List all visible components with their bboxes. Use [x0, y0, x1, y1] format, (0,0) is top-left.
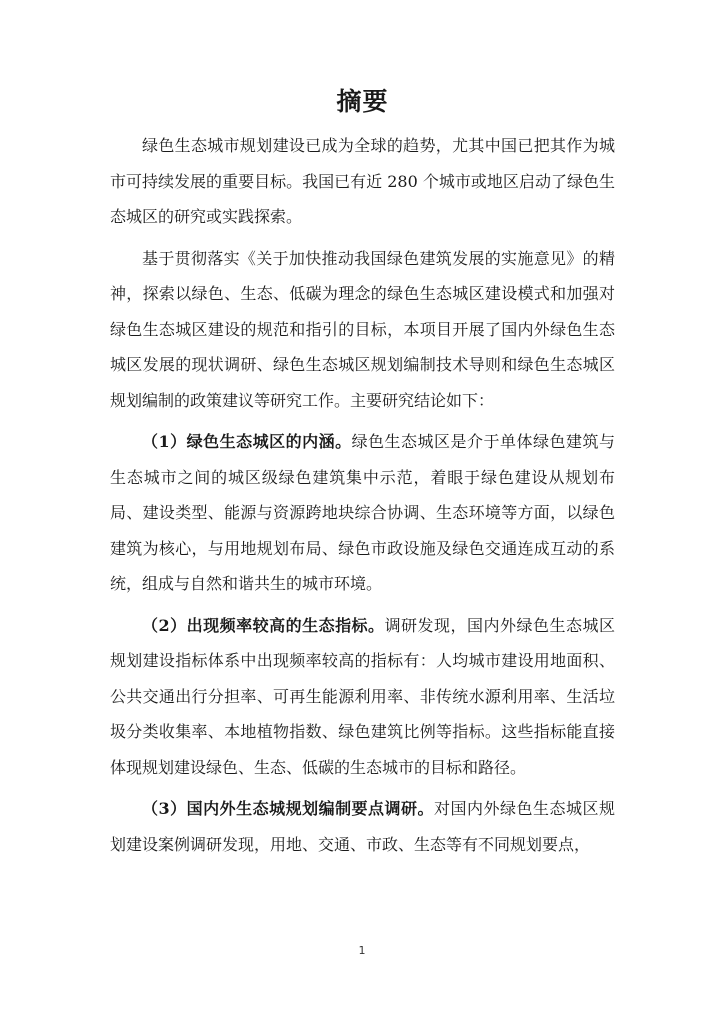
page-title: 摘要	[336, 87, 389, 116]
paragraph-point-3	[110, 791, 615, 862]
paragraph-point-1	[110, 424, 615, 602]
paragraph-point-2	[110, 608, 615, 786]
paragraph-lead: （3）国内外生态城规划编制要点调研。	[142, 799, 435, 818]
page-number: 1	[358, 944, 366, 957]
document-page	[110, 82, 615, 868]
paragraph-text: 调研发现，国内外绿色生态城区规划建设指标体系中出现频率较高的指标有：人均城市建设用地面积、公共交通出行分担率、可再生能源利用率、非传统水源利用率、生活垃圾分类收集率、本地植物指数、绿色建筑比例等指标。这些指标能直接体现规划建设绿色、生态、低碳的生态城市的目标和路径。	[110, 615, 615, 777]
paragraph-text: 绿色生态城市规划建设已成为全球的趋势，尤其中国已把其作为城市可持续发展的重要目标。我国已有近 280 个城市或地区启动了绿色生态城区的研究或实践探索。	[110, 136, 615, 226]
paragraph-lead: （1）绿色生态城区的内涵。	[142, 432, 352, 451]
paragraph-text: 绿色生态城区是介于单体绿色建筑与生态城市之间的城区级绿色建筑集中示范，着眼于绿色建设从规划布局、建设类型、能源与资源跨地块综合协调、生态环境等方面，以绿色建筑为核心，与用地规划布局、绿色市政设施及绿色交通连成互动的系统，组成与自然和谐共生的城市环境。	[110, 432, 615, 593]
paragraph-background	[110, 241, 615, 419]
paragraph-text: 对国内外绿色生态城区规划建设案例调研发现，用地、交通、市政、生态等有不同规划要点，	[110, 799, 615, 854]
paragraph-lead: （2）出现频率较高的生态指标。	[142, 615, 385, 635]
paragraph-text: 基于贯彻落实《关于加快推动我国绿色建筑发展的实施意见》的精神，探索以绿色、生态、低碳为理念的绿色生态城区建设模式和加强对绿色生态城区建设的规范和指引的目标，本项目开展了国内外绿色生态城区发展的现状调研、绿色生态城区规划编制技术导则和绿色生态城区规划编制的政策建议等研究工作。主要研究结论如下：	[110, 248, 615, 410]
paragraph-intro	[110, 128, 615, 235]
